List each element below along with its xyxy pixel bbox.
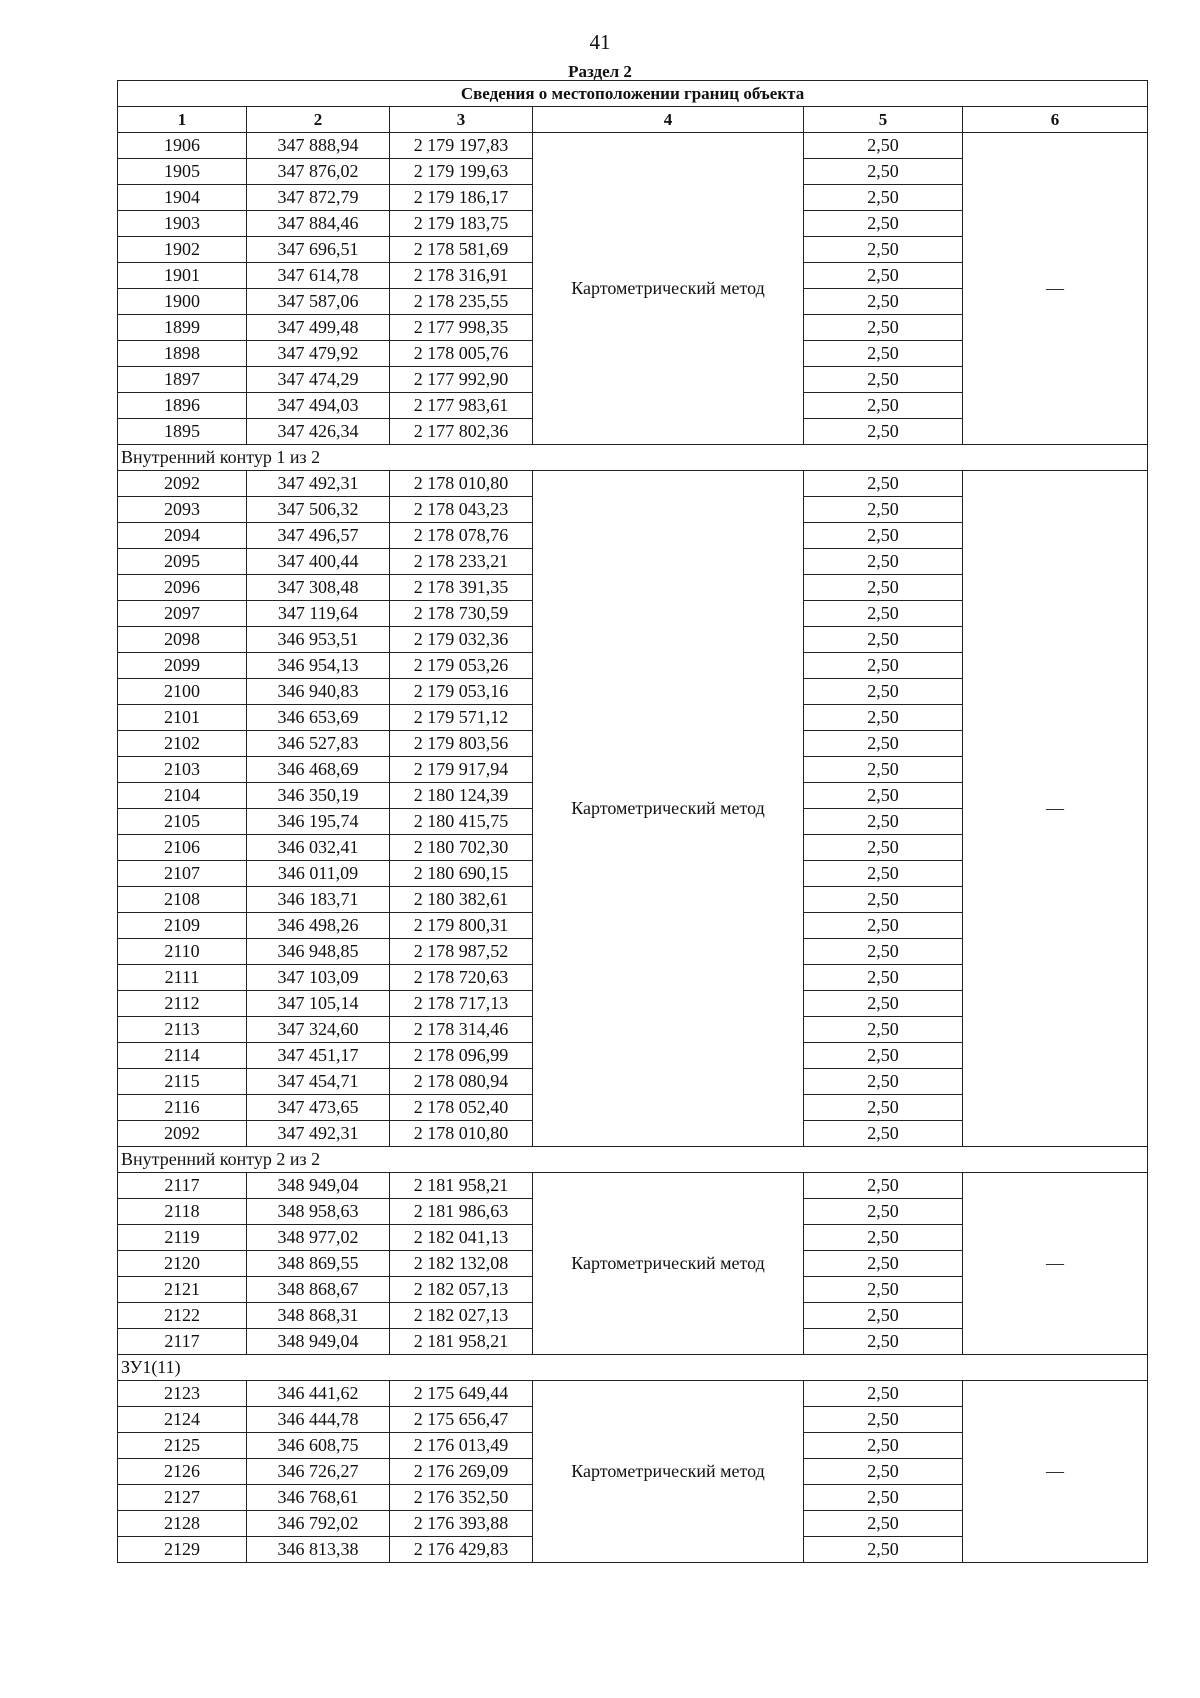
point-number-cell: 2096 xyxy=(118,575,247,601)
table-row xyxy=(118,471,1148,497)
table-body xyxy=(118,133,1148,1563)
accuracy-cell: 2,50 xyxy=(804,185,963,211)
accuracy-cell: 2,50 xyxy=(804,991,963,1017)
contour-label: ЗУ1(11) xyxy=(118,1355,1148,1381)
column-header-2: 2 xyxy=(247,107,390,133)
y-coordinate-cell: 2 178 720,63 xyxy=(390,965,533,991)
y-coordinate-cell: 2 181 958,21 xyxy=(390,1173,533,1199)
x-coordinate-cell: 347 426,34 xyxy=(247,419,390,445)
point-number-cell: 2092 xyxy=(118,1121,247,1147)
method-cell: Картометрический метод xyxy=(533,1381,804,1563)
point-number-cell: 2095 xyxy=(118,549,247,575)
x-coordinate-cell: 347 103,09 xyxy=(247,965,390,991)
y-coordinate-cell: 2 178 730,59 xyxy=(390,601,533,627)
y-coordinate-cell: 2 182 057,13 xyxy=(390,1277,533,1303)
y-coordinate-cell: 2 181 958,21 xyxy=(390,1329,533,1355)
accuracy-cell: 2,50 xyxy=(804,1329,963,1355)
x-coordinate-cell: 347 696,51 xyxy=(247,237,390,263)
accuracy-cell: 2,50 xyxy=(804,887,963,913)
y-coordinate-cell: 2 177 983,61 xyxy=(390,393,533,419)
point-number-cell: 2108 xyxy=(118,887,247,913)
accuracy-cell: 2,50 xyxy=(804,159,963,185)
y-coordinate-cell: 2 179 032,36 xyxy=(390,627,533,653)
x-coordinate-cell: 347 506,32 xyxy=(247,497,390,523)
contour-label: Внутренний контур 2 из 2 xyxy=(118,1147,1148,1173)
y-coordinate-cell: 2 179 800,31 xyxy=(390,913,533,939)
x-coordinate-cell: 346 441,62 xyxy=(247,1381,390,1407)
accuracy-cell: 2,50 xyxy=(804,1043,963,1069)
x-coordinate-cell: 348 869,55 xyxy=(247,1251,390,1277)
y-coordinate-cell: 2 179 053,16 xyxy=(390,679,533,705)
point-number-cell: 2118 xyxy=(118,1199,247,1225)
column-6-cell: — xyxy=(963,133,1148,445)
x-coordinate-cell: 346 183,71 xyxy=(247,887,390,913)
y-coordinate-cell: 2 180 382,61 xyxy=(390,887,533,913)
contour-label-row xyxy=(118,1355,1148,1381)
point-number-cell: 1898 xyxy=(118,341,247,367)
y-coordinate-cell: 2 178 010,80 xyxy=(390,1121,533,1147)
x-coordinate-cell: 347 400,44 xyxy=(247,549,390,575)
y-coordinate-cell: 2 175 649,44 xyxy=(390,1381,533,1407)
accuracy-cell: 2,50 xyxy=(804,237,963,263)
method-cell: Картометрический метод xyxy=(533,133,804,445)
table-row xyxy=(118,1381,1148,1407)
x-coordinate-cell: 346 768,61 xyxy=(247,1485,390,1511)
y-coordinate-cell: 2 175 656,47 xyxy=(390,1407,533,1433)
point-number-cell: 2109 xyxy=(118,913,247,939)
x-coordinate-cell: 348 949,04 xyxy=(247,1329,390,1355)
point-number-cell: 2117 xyxy=(118,1329,247,1355)
x-coordinate-cell: 347 496,57 xyxy=(247,523,390,549)
x-coordinate-cell: 348 868,67 xyxy=(247,1277,390,1303)
point-number-cell: 1895 xyxy=(118,419,247,445)
point-number-cell: 1900 xyxy=(118,289,247,315)
column-header-6: 6 xyxy=(963,107,1148,133)
y-coordinate-cell: 2 178 080,94 xyxy=(390,1069,533,1095)
point-number-cell: 2106 xyxy=(118,835,247,861)
y-coordinate-cell: 2 179 917,94 xyxy=(390,757,533,783)
x-coordinate-cell: 347 872,79 xyxy=(247,185,390,211)
y-coordinate-cell: 2 176 269,09 xyxy=(390,1459,533,1485)
accuracy-cell: 2,50 xyxy=(804,549,963,575)
point-number-cell: 2099 xyxy=(118,653,247,679)
accuracy-cell: 2,50 xyxy=(804,289,963,315)
accuracy-cell: 2,50 xyxy=(804,1121,963,1147)
accuracy-cell: 2,50 xyxy=(804,939,963,965)
point-number-cell: 2093 xyxy=(118,497,247,523)
accuracy-cell: 2,50 xyxy=(804,1303,963,1329)
accuracy-cell: 2,50 xyxy=(804,1017,963,1043)
y-coordinate-cell: 2 182 027,13 xyxy=(390,1303,533,1329)
contour-label-row xyxy=(118,1147,1148,1173)
y-coordinate-cell: 2 178 316,91 xyxy=(390,263,533,289)
x-coordinate-cell: 347 494,03 xyxy=(247,393,390,419)
y-coordinate-cell: 2 178 078,76 xyxy=(390,523,533,549)
point-number-cell: 2111 xyxy=(118,965,247,991)
x-coordinate-cell: 346 948,85 xyxy=(247,939,390,965)
point-number-cell: 2110 xyxy=(118,939,247,965)
x-coordinate-cell: 347 105,14 xyxy=(247,991,390,1017)
x-coordinate-cell: 347 876,02 xyxy=(247,159,390,185)
accuracy-cell: 2,50 xyxy=(804,679,963,705)
point-number-cell: 1903 xyxy=(118,211,247,237)
x-coordinate-cell: 346 011,09 xyxy=(247,861,390,887)
point-number-cell: 1906 xyxy=(118,133,247,159)
page-number: 41 xyxy=(589,30,611,54)
x-coordinate-cell: 346 444,78 xyxy=(247,1407,390,1433)
y-coordinate-cell: 2 178 010,80 xyxy=(390,471,533,497)
y-coordinate-cell: 2 182 132,08 xyxy=(390,1251,533,1277)
accuracy-cell: 2,50 xyxy=(804,861,963,887)
y-coordinate-cell: 2 180 124,39 xyxy=(390,783,533,809)
accuracy-cell: 2,50 xyxy=(804,315,963,341)
y-coordinate-cell: 2 179 197,83 xyxy=(390,133,533,159)
y-coordinate-cell: 2 180 690,15 xyxy=(390,861,533,887)
point-number-cell: 2123 xyxy=(118,1381,247,1407)
x-coordinate-cell: 346 792,02 xyxy=(247,1511,390,1537)
y-coordinate-cell: 2 177 998,35 xyxy=(390,315,533,341)
y-coordinate-cell: 2 178 581,69 xyxy=(390,237,533,263)
x-coordinate-cell: 348 949,04 xyxy=(247,1173,390,1199)
y-coordinate-cell: 2 177 802,36 xyxy=(390,419,533,445)
x-coordinate-cell: 347 884,46 xyxy=(247,211,390,237)
point-number-cell: 2101 xyxy=(118,705,247,731)
point-number-cell: 2092 xyxy=(118,471,247,497)
x-coordinate-cell: 348 868,31 xyxy=(247,1303,390,1329)
y-coordinate-cell: 2 180 415,75 xyxy=(390,809,533,835)
y-coordinate-cell: 2 181 986,63 xyxy=(390,1199,533,1225)
accuracy-cell: 2,50 xyxy=(804,965,963,991)
accuracy-cell: 2,50 xyxy=(804,653,963,679)
point-number-cell: 1904 xyxy=(118,185,247,211)
accuracy-cell: 2,50 xyxy=(804,263,963,289)
y-coordinate-cell: 2 176 352,50 xyxy=(390,1485,533,1511)
accuracy-cell: 2,50 xyxy=(804,1095,963,1121)
y-coordinate-cell: 2 179 183,75 xyxy=(390,211,533,237)
x-coordinate-cell: 347 492,31 xyxy=(247,471,390,497)
point-number-cell: 2119 xyxy=(118,1225,247,1251)
point-number-cell: 2116 xyxy=(118,1095,247,1121)
x-coordinate-cell: 346 726,27 xyxy=(247,1459,390,1485)
accuracy-cell: 2,50 xyxy=(804,835,963,861)
method-cell: Картометрический метод xyxy=(533,1173,804,1355)
accuracy-cell: 2,50 xyxy=(804,1199,963,1225)
contour-label-row xyxy=(118,445,1148,471)
point-number-cell: 1901 xyxy=(118,263,247,289)
accuracy-cell: 2,50 xyxy=(804,1511,963,1537)
x-coordinate-cell: 346 195,74 xyxy=(247,809,390,835)
point-number-cell: 2094 xyxy=(118,523,247,549)
accuracy-cell: 2,50 xyxy=(804,393,963,419)
column-header-row xyxy=(118,107,1148,133)
x-coordinate-cell: 346 350,19 xyxy=(247,783,390,809)
point-number-cell: 2104 xyxy=(118,783,247,809)
accuracy-cell: 2,50 xyxy=(804,1277,963,1303)
point-number-cell: 1905 xyxy=(118,159,247,185)
point-number-cell: 2128 xyxy=(118,1511,247,1537)
accuracy-cell: 2,50 xyxy=(804,1459,963,1485)
point-number-cell: 1899 xyxy=(118,315,247,341)
point-number-cell: 2117 xyxy=(118,1173,247,1199)
accuracy-cell: 2,50 xyxy=(804,367,963,393)
x-coordinate-cell: 346 032,41 xyxy=(247,835,390,861)
column-header-4: 4 xyxy=(533,107,804,133)
x-coordinate-cell: 348 958,63 xyxy=(247,1199,390,1225)
column-6-cell: — xyxy=(963,1173,1148,1355)
x-coordinate-cell: 346 813,38 xyxy=(247,1537,390,1563)
x-coordinate-cell: 346 940,83 xyxy=(247,679,390,705)
point-number-cell: 2100 xyxy=(118,679,247,705)
point-number-cell: 2097 xyxy=(118,601,247,627)
point-number-cell: 1902 xyxy=(118,237,247,263)
accuracy-cell: 2,50 xyxy=(804,705,963,731)
method-cell: Картометрический метод xyxy=(533,471,804,1147)
table-title-row xyxy=(118,81,1148,107)
x-coordinate-cell: 347 888,94 xyxy=(247,133,390,159)
y-coordinate-cell: 2 178 233,21 xyxy=(390,549,533,575)
y-coordinate-cell: 2 178 391,35 xyxy=(390,575,533,601)
accuracy-cell: 2,50 xyxy=(804,1537,963,1563)
x-coordinate-cell: 346 498,26 xyxy=(247,913,390,939)
accuracy-cell: 2,50 xyxy=(804,731,963,757)
y-coordinate-cell: 2 177 992,90 xyxy=(390,367,533,393)
accuracy-cell: 2,50 xyxy=(804,523,963,549)
point-number-cell: 2102 xyxy=(118,731,247,757)
accuracy-cell: 2,50 xyxy=(804,601,963,627)
accuracy-cell: 2,50 xyxy=(804,419,963,445)
y-coordinate-cell: 2 176 013,49 xyxy=(390,1433,533,1459)
point-number-cell: 1897 xyxy=(118,367,247,393)
point-number-cell: 2114 xyxy=(118,1043,247,1069)
contour-label: Внутренний контур 1 из 2 xyxy=(118,445,1148,471)
accuracy-cell: 2,50 xyxy=(804,1381,963,1407)
x-coordinate-cell: 347 119,64 xyxy=(247,601,390,627)
accuracy-cell: 2,50 xyxy=(804,133,963,159)
accuracy-cell: 2,50 xyxy=(804,757,963,783)
table-row xyxy=(118,133,1148,159)
accuracy-cell: 2,50 xyxy=(804,1225,963,1251)
column-6-cell: — xyxy=(963,471,1148,1147)
y-coordinate-cell: 2 178 235,55 xyxy=(390,289,533,315)
x-coordinate-cell: 347 614,78 xyxy=(247,263,390,289)
accuracy-cell: 2,50 xyxy=(804,575,963,601)
y-coordinate-cell: 2 178 717,13 xyxy=(390,991,533,1017)
point-number-cell: 2120 xyxy=(118,1251,247,1277)
table-row xyxy=(118,1173,1148,1199)
point-number-cell: 2126 xyxy=(118,1459,247,1485)
column-6-cell: — xyxy=(963,1381,1148,1563)
column-header-5: 5 xyxy=(804,107,963,133)
y-coordinate-cell: 2 178 005,76 xyxy=(390,341,533,367)
accuracy-cell: 2,50 xyxy=(804,1251,963,1277)
point-number-cell: 2115 xyxy=(118,1069,247,1095)
point-number-cell: 2122 xyxy=(118,1303,247,1329)
accuracy-cell: 2,50 xyxy=(804,1069,963,1095)
x-coordinate-cell: 346 953,51 xyxy=(247,627,390,653)
point-number-cell: 2127 xyxy=(118,1485,247,1511)
x-coordinate-cell: 347 587,06 xyxy=(247,289,390,315)
section-title: Раздел 2 xyxy=(568,62,632,81)
y-coordinate-cell: 2 179 803,56 xyxy=(390,731,533,757)
x-coordinate-cell: 347 454,71 xyxy=(247,1069,390,1095)
point-number-cell: 2098 xyxy=(118,627,247,653)
column-header-1: 1 xyxy=(118,107,247,133)
point-number-cell: 2121 xyxy=(118,1277,247,1303)
x-coordinate-cell: 347 479,92 xyxy=(247,341,390,367)
point-number-cell: 2103 xyxy=(118,757,247,783)
accuracy-cell: 2,50 xyxy=(804,1433,963,1459)
x-coordinate-cell: 346 468,69 xyxy=(247,757,390,783)
point-number-cell: 2129 xyxy=(118,1537,247,1563)
accuracy-cell: 2,50 xyxy=(804,1173,963,1199)
x-coordinate-cell: 347 499,48 xyxy=(247,315,390,341)
y-coordinate-cell: 2 182 041,13 xyxy=(390,1225,533,1251)
point-number-cell: 2107 xyxy=(118,861,247,887)
table-title: Сведения о местоположении границ объекта xyxy=(118,81,1148,107)
x-coordinate-cell: 346 954,13 xyxy=(247,653,390,679)
x-coordinate-cell: 347 473,65 xyxy=(247,1095,390,1121)
accuracy-cell: 2,50 xyxy=(804,913,963,939)
x-coordinate-cell: 347 492,31 xyxy=(247,1121,390,1147)
point-number-cell: 2124 xyxy=(118,1407,247,1433)
y-coordinate-cell: 2 180 702,30 xyxy=(390,835,533,861)
x-coordinate-cell: 347 451,17 xyxy=(247,1043,390,1069)
point-number-cell: 2113 xyxy=(118,1017,247,1043)
y-coordinate-cell: 2 178 987,52 xyxy=(390,939,533,965)
y-coordinate-cell: 2 179 186,17 xyxy=(390,185,533,211)
y-coordinate-cell: 2 179 571,12 xyxy=(390,705,533,731)
point-number-cell: 2112 xyxy=(118,991,247,1017)
y-coordinate-cell: 2 179 199,63 xyxy=(390,159,533,185)
y-coordinate-cell: 2 178 052,40 xyxy=(390,1095,533,1121)
point-number-cell: 2105 xyxy=(118,809,247,835)
accuracy-cell: 2,50 xyxy=(804,783,963,809)
accuracy-cell: 2,50 xyxy=(804,1485,963,1511)
x-coordinate-cell: 347 324,60 xyxy=(247,1017,390,1043)
accuracy-cell: 2,50 xyxy=(804,1407,963,1433)
y-coordinate-cell: 2 178 043,23 xyxy=(390,497,533,523)
accuracy-cell: 2,50 xyxy=(804,211,963,237)
y-coordinate-cell: 2 178 096,99 xyxy=(390,1043,533,1069)
y-coordinate-cell: 2 176 393,88 xyxy=(390,1511,533,1537)
y-coordinate-cell: 2 179 053,26 xyxy=(390,653,533,679)
x-coordinate-cell: 346 608,75 xyxy=(247,1433,390,1459)
accuracy-cell: 2,50 xyxy=(804,627,963,653)
accuracy-cell: 2,50 xyxy=(804,471,963,497)
accuracy-cell: 2,50 xyxy=(804,341,963,367)
column-header-3: 3 xyxy=(390,107,533,133)
accuracy-cell: 2,50 xyxy=(804,497,963,523)
x-coordinate-cell: 347 474,29 xyxy=(247,367,390,393)
point-number-cell: 1896 xyxy=(118,393,247,419)
x-coordinate-cell: 346 653,69 xyxy=(247,705,390,731)
boundary-table xyxy=(117,80,1148,1563)
y-coordinate-cell: 2 178 314,46 xyxy=(390,1017,533,1043)
accuracy-cell: 2,50 xyxy=(804,809,963,835)
x-coordinate-cell: 347 308,48 xyxy=(247,575,390,601)
x-coordinate-cell: 348 977,02 xyxy=(247,1225,390,1251)
x-coordinate-cell: 346 527,83 xyxy=(247,731,390,757)
point-number-cell: 2125 xyxy=(118,1433,247,1459)
y-coordinate-cell: 2 176 429,83 xyxy=(390,1537,533,1563)
